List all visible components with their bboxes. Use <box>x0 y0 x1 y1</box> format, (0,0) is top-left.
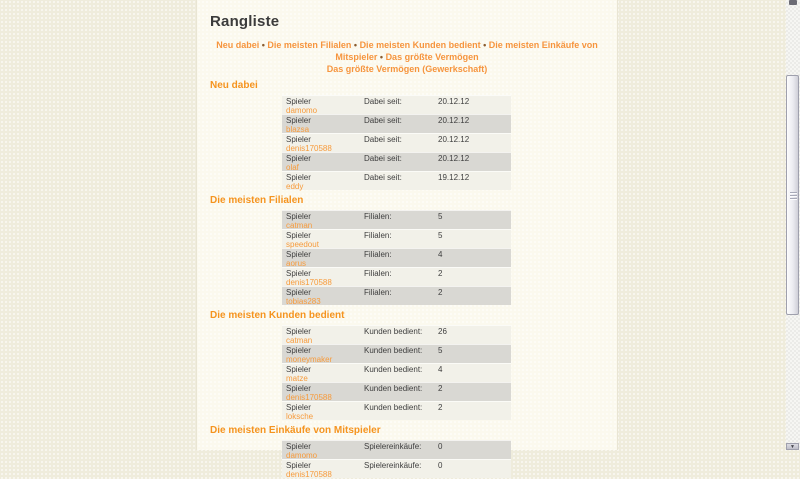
player-label: Spieler <box>286 97 311 106</box>
player-link[interactable]: denis170588 <box>286 470 332 479</box>
stat-label: Kunden bedient: <box>364 346 423 355</box>
rank-table <box>282 95 511 190</box>
stat-label: Filialen: <box>364 288 392 297</box>
stat-label: Dabei seit: <box>364 154 402 163</box>
player-label: Spieler <box>286 442 311 451</box>
player-cell <box>282 401 361 420</box>
stat-value: 5 <box>438 231 443 240</box>
section-title: Die meisten Filialen <box>210 195 304 206</box>
player-cell <box>282 325 361 344</box>
rank-row <box>282 152 511 171</box>
stat-label: Spielereinkäufe: <box>364 442 422 451</box>
rank-table <box>282 325 511 420</box>
stat-label: Dabei seit: <box>364 173 402 182</box>
stat-label: Spielereinkäufe: <box>364 461 422 470</box>
stat-value: 0 <box>438 461 443 470</box>
player-label: Spieler <box>286 461 311 470</box>
player-link[interactable]: catman <box>286 221 313 230</box>
sections-container <box>197 80 617 478</box>
scroll-down-button[interactable] <box>786 443 799 450</box>
player-cell <box>282 171 361 190</box>
stat-label: Dabei seit: <box>364 116 402 125</box>
section-title: Die meisten Kunden bedient <box>210 310 345 321</box>
section-title: Die meisten Einkäufe von Mitspieler <box>210 425 381 436</box>
stat-value: 5 <box>438 346 443 355</box>
player-link[interactable]: damomo <box>286 106 318 115</box>
stat-label: Kunden bedient: <box>364 365 423 374</box>
nav-separator: • <box>480 40 489 50</box>
player-link[interactable]: eddy <box>286 182 304 191</box>
ranking-section <box>197 425 617 478</box>
player-cell <box>282 229 361 248</box>
stat-value: 2 <box>438 269 443 278</box>
rank-row <box>282 229 511 248</box>
section-title: Neu dabei <box>210 80 258 91</box>
ranking-section <box>197 195 617 305</box>
player-cell <box>282 95 361 114</box>
stat-label: Filialen: <box>364 231 392 240</box>
stat-value: 2 <box>438 288 443 297</box>
nav-link[interactable]: Neu dabei <box>216 40 260 50</box>
stat-label: Filialen: <box>364 212 392 221</box>
stat-value: 4 <box>438 250 443 259</box>
player-label: Spieler <box>286 116 311 125</box>
rank-table <box>282 440 511 478</box>
player-label: Spieler <box>286 365 311 374</box>
nav-link[interactable]: Das größte Vermögen (Gewerkschaft) <box>326 64 488 74</box>
rank-row <box>282 286 511 305</box>
stat-value: 5 <box>438 212 443 221</box>
player-label: Spieler <box>286 288 311 297</box>
scroll-up-icon[interactable] <box>789 0 797 5</box>
rank-row <box>282 459 511 478</box>
vertical-scrollbar[interactable] <box>786 0 800 450</box>
player-label: Spieler <box>286 269 311 278</box>
player-cell <box>282 248 361 267</box>
player-link[interactable]: blazsa <box>286 125 310 134</box>
player-label: Spieler <box>286 231 311 240</box>
ranking-nav <box>197 39 617 75</box>
player-cell <box>282 344 361 363</box>
player-link[interactable]: moneymaker <box>286 355 333 364</box>
player-link[interactable]: loksche <box>286 412 314 421</box>
player-cell <box>282 440 361 459</box>
player-cell <box>282 114 361 133</box>
player-cell <box>282 152 361 171</box>
scrollbar-thumb[interactable] <box>786 75 799 315</box>
player-cell <box>282 459 361 478</box>
rank-row <box>282 267 511 286</box>
player-label: Spieler <box>286 135 311 144</box>
player-label: Spieler <box>286 327 311 336</box>
nav-line <box>207 63 607 75</box>
stat-label: Dabei seit: <box>364 135 402 144</box>
nav-separator: • <box>259 40 268 50</box>
nav-line <box>207 39 607 63</box>
nav-link[interactable]: Die meisten Kunden bedient <box>359 40 481 50</box>
player-cell <box>282 133 361 152</box>
player-label: Spieler <box>286 403 311 412</box>
stat-value: 20.12.12 <box>438 97 470 106</box>
player-label: Spieler <box>286 346 311 355</box>
ranking-section <box>197 80 617 190</box>
stat-value: 20.12.12 <box>438 135 470 144</box>
player-label: Spieler <box>286 212 311 221</box>
player-label: Spieler <box>286 250 311 259</box>
page-title: Rangliste <box>210 13 280 30</box>
stat-label: Kunden bedient: <box>364 384 423 393</box>
stat-value: 2 <box>438 384 443 393</box>
content-column <box>196 0 618 479</box>
player-link[interactable]: denis170588 <box>286 278 332 287</box>
player-link[interactable]: aorus <box>286 259 307 268</box>
player-label: Spieler <box>286 173 311 182</box>
nav-separator: • <box>351 40 360 50</box>
rank-row <box>282 363 511 382</box>
player-label: Spieler <box>286 154 311 163</box>
rank-row <box>282 325 511 344</box>
stat-label: Filialen: <box>364 269 392 278</box>
stat-label: Dabei seit: <box>364 97 402 106</box>
scrollbar-grip-icon <box>790 192 797 200</box>
rank-row <box>282 248 511 267</box>
rank-row <box>282 344 511 363</box>
stat-value: 20.12.12 <box>438 116 470 125</box>
player-link[interactable]: denis170588 <box>286 393 332 402</box>
nav-separator: • <box>377 52 386 62</box>
nav-link[interactable]: Die meisten Einkäufe von Mitspieler <box>335 40 598 62</box>
player-link[interactable]: catman <box>286 336 313 345</box>
player-link[interactable]: speedout <box>286 240 319 249</box>
player-link[interactable]: tobias283 <box>286 297 321 306</box>
ranking-section <box>197 310 617 420</box>
player-cell <box>282 210 361 229</box>
rank-row <box>282 171 511 190</box>
rank-table <box>282 210 511 305</box>
scroll-down-icon: ▼ <box>790 444 795 450</box>
rank-row <box>282 382 511 401</box>
stat-label: Kunden bedient: <box>364 403 423 412</box>
rank-row <box>282 95 511 114</box>
rank-row <box>282 114 511 133</box>
rank-row <box>282 210 511 229</box>
player-link[interactable]: olaf <box>286 163 299 172</box>
stat-label: Kunden bedient: <box>364 327 423 336</box>
rank-row <box>282 440 511 459</box>
stat-value: 20.12.12 <box>438 154 470 163</box>
nav-link[interactable]: Das größte Vermögen <box>385 52 479 62</box>
player-cell <box>282 286 361 305</box>
stat-value: 0 <box>438 442 443 451</box>
stat-label: Filialen: <box>364 250 392 259</box>
rank-row <box>282 133 511 152</box>
stat-value: 19.12.12 <box>438 173 470 182</box>
player-cell <box>282 363 361 382</box>
player-cell <box>282 382 361 401</box>
rank-row <box>282 401 511 420</box>
stat-value: 4 <box>438 365 443 374</box>
player-cell <box>282 267 361 286</box>
stat-value: 2 <box>438 403 443 412</box>
player-link[interactable]: matze <box>286 374 308 383</box>
player-link[interactable]: damomo <box>286 451 318 460</box>
player-label: Spieler <box>286 384 311 393</box>
stat-value: 26 <box>438 327 447 336</box>
player-link[interactable]: denis170588 <box>286 144 332 153</box>
nav-link[interactable]: Die meisten Filialen <box>267 40 352 50</box>
